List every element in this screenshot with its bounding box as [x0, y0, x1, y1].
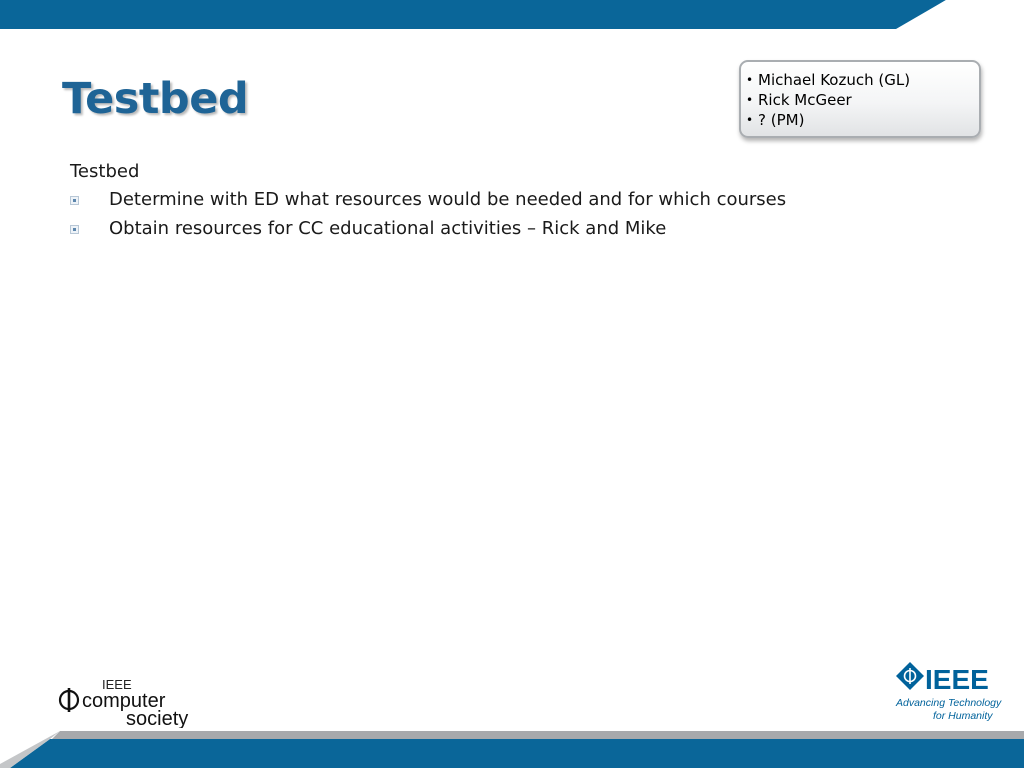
top-header-band: [0, 0, 1024, 36]
team-member-item: [746, 110, 910, 130]
logo-text-society: society: [126, 708, 189, 728]
team-members-list: [746, 70, 910, 130]
ieee-tagline-line2: for Humanity: [933, 710, 993, 722]
square-bullet-icon: [70, 196, 79, 205]
ieee-computer-society-logo: [58, 676, 198, 728]
bullet-icon: •: [746, 93, 754, 107]
bullet-text: Determine with ED what resources would be needed and for which courses: [109, 189, 787, 210]
bottom-footer-band: [0, 728, 1024, 768]
ieee-wordmark: IEEE: [925, 664, 989, 695]
logo-text-computer: computer: [82, 690, 166, 712]
ieee-logo: [894, 660, 1006, 724]
body-heading: Testbed: [70, 161, 140, 182]
bullet-text: Obtain resources for CC educational activities – Rick and Mike: [109, 218, 667, 239]
logo-text-ieee: IEEE: [102, 677, 132, 692]
bullet-icon: •: [746, 73, 754, 87]
team-member-name: Michael Kozuch (GL): [758, 71, 911, 89]
slide-title: Testbed: [62, 74, 249, 124]
bullet-icon: •: [746, 113, 754, 127]
square-bullet-icon: [70, 225, 79, 234]
team-member-item: [746, 90, 910, 110]
team-members-callout: [739, 60, 981, 138]
team-member-name: ? (PM): [758, 111, 805, 129]
team-member-item: [746, 70, 910, 90]
ieee-tagline-line1: Advancing Technology: [896, 697, 1002, 709]
team-member-name: Rick McGeer: [758, 91, 852, 109]
